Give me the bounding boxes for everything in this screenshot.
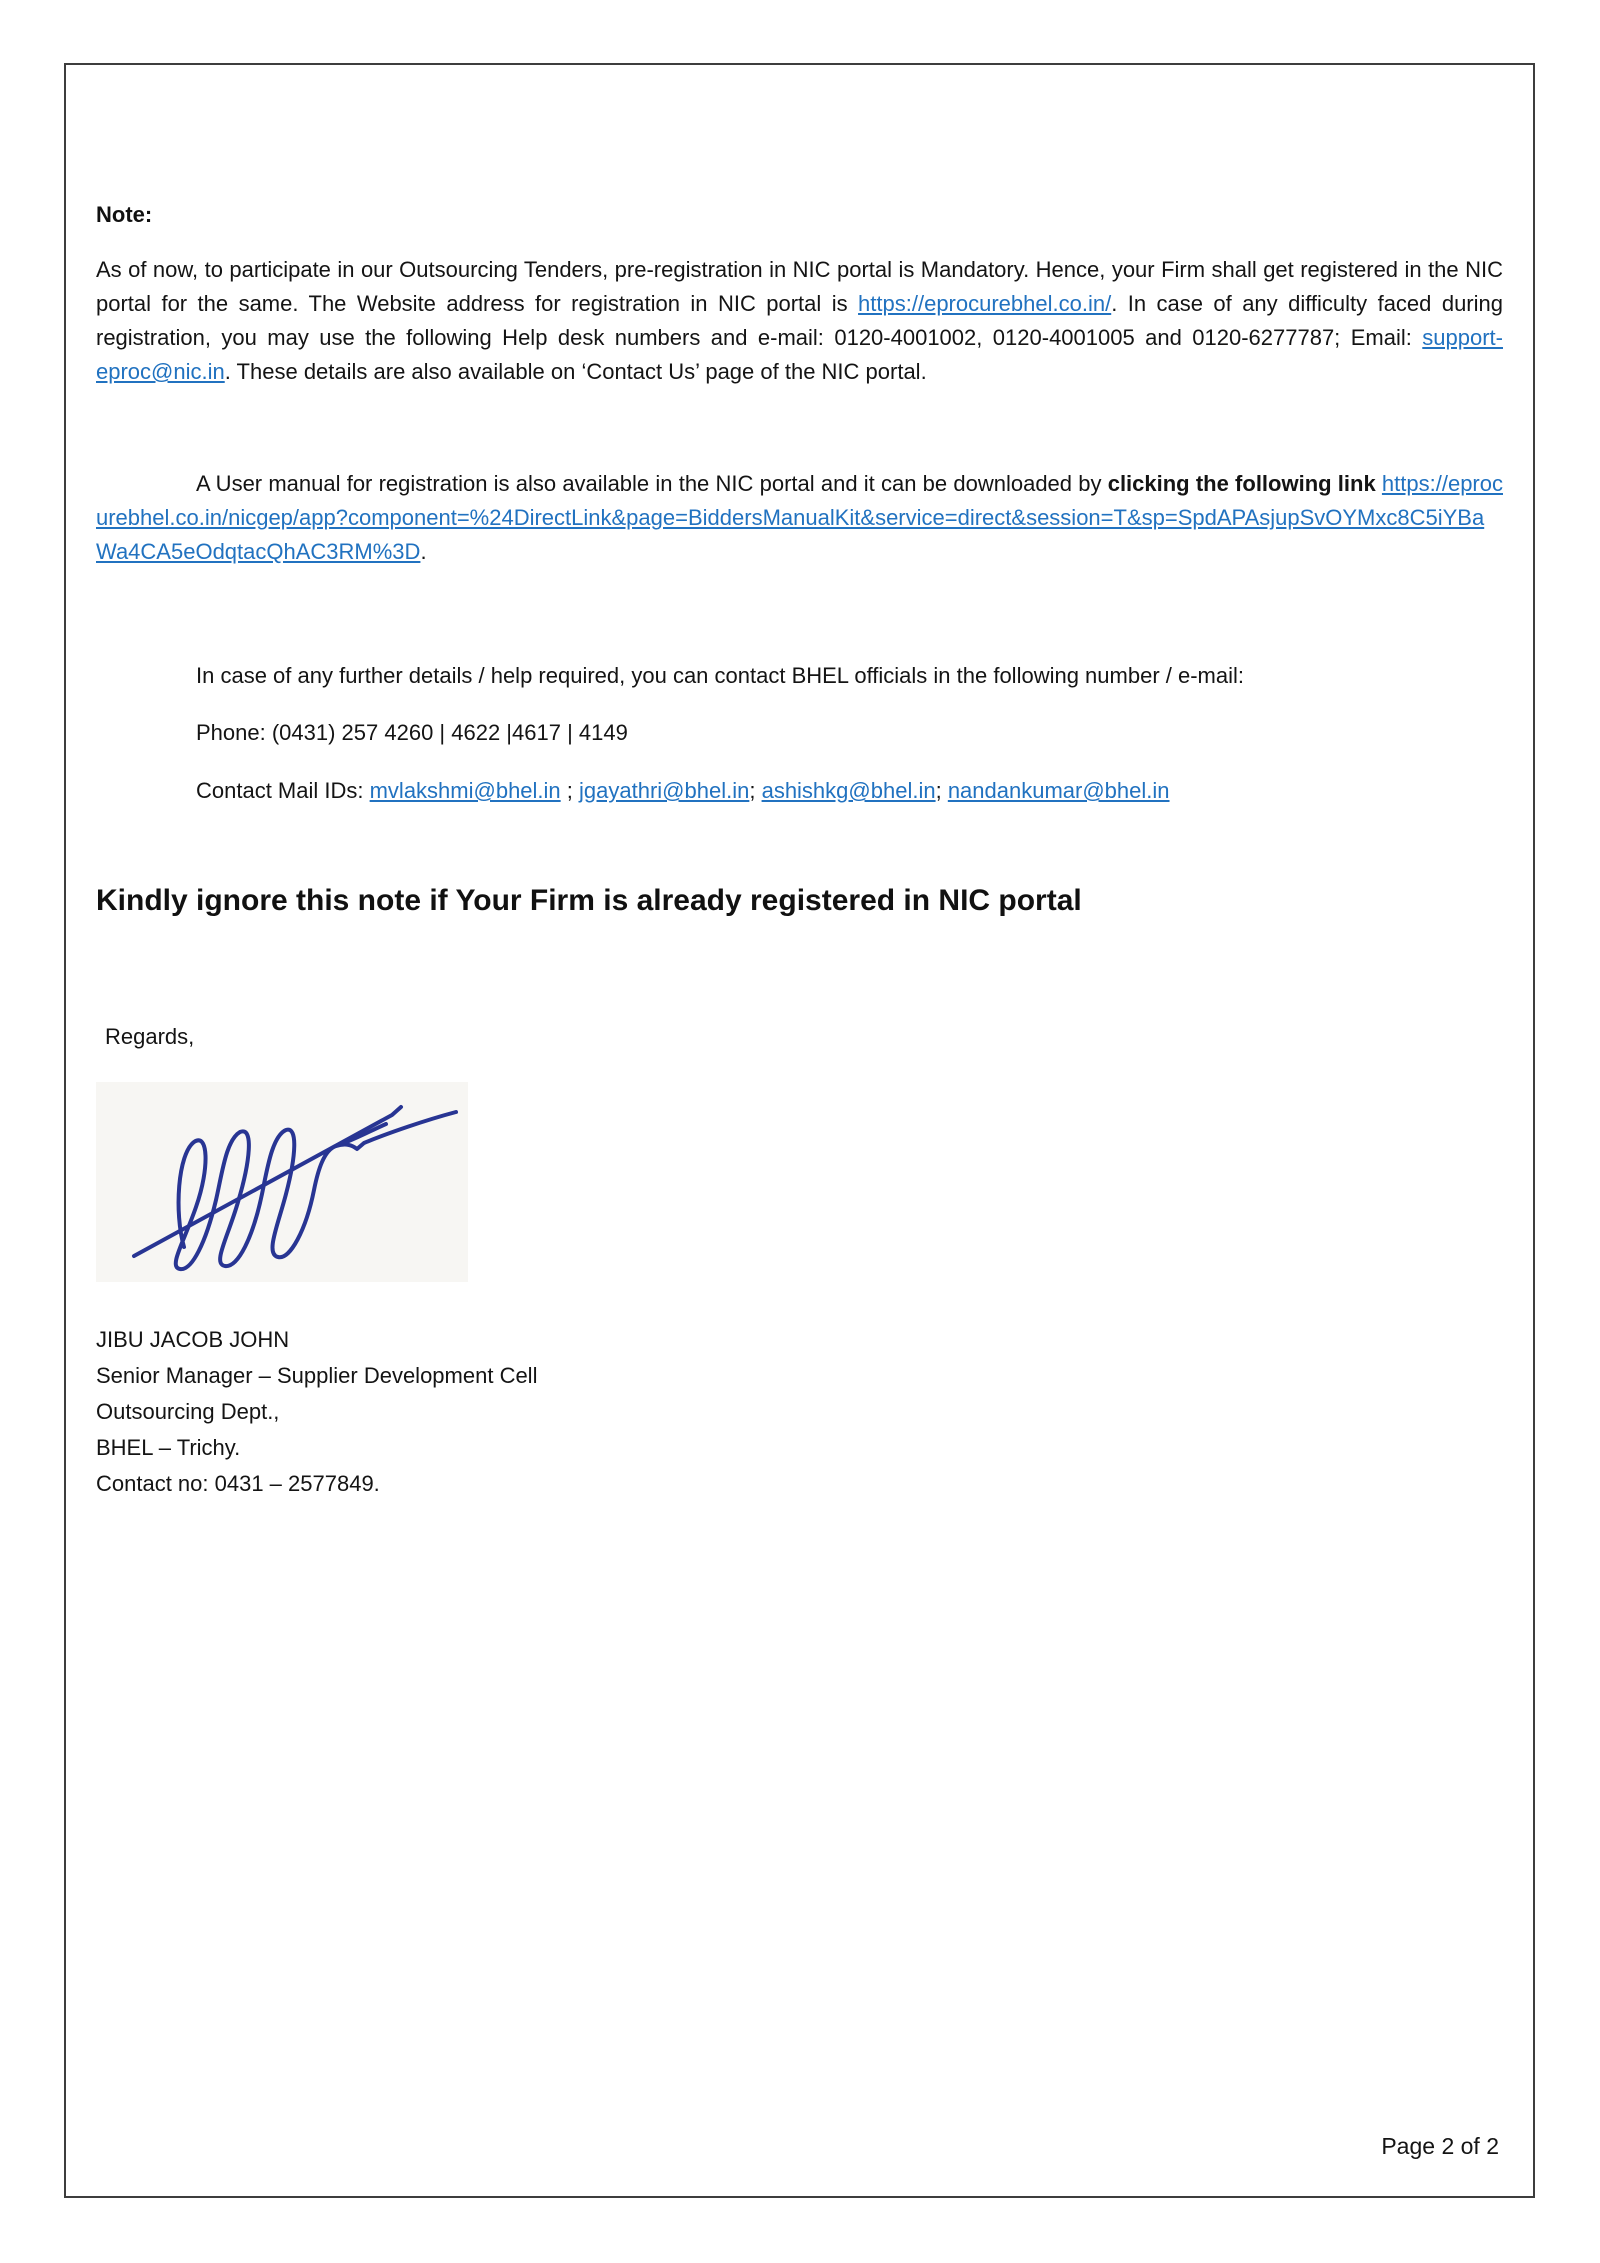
signature-svg <box>96 1082 468 1282</box>
page-number: Page 2 of 2 <box>1381 2133 1499 2159</box>
eprocure-portal-link[interactable]: https://eprocurebhel.co.in/ <box>858 291 1112 316</box>
manual-text-run-1: A User manual for registration is also available in the NIC portal and it can be downloaded by <box>196 471 1108 496</box>
contact-mail-label: Contact Mail IDs: <box>196 778 370 803</box>
kindly-ignore-heading: Kindly ignore this note if Your Firm is already registered in NIC portal <box>96 884 1082 917</box>
intro-text-run-2: . In case of any difficulty faced during registration, you may use the following Help desk numbers and e-mail: 0120-4001002, 0120-4001005 and 0120-6277787; Email: <box>96 291 1503 350</box>
email-link-jgayathri[interactable]: jgayathri@bhel.in <box>579 778 750 803</box>
further-details-paragraph: In case of any further details / help required, you can contact BHEL officials in the following number / e-mail: <box>196 663 1244 688</box>
bidders-manual-link[interactable]: https://eprocurebhel.co.in/nicgep/app?component=%24DirectLink&page=BiddersManualKit&service=direct&session=T&sp=SpdAPAsjupSvOYMxc8C5iYBaWa4CA5eOdqtacQhAC3RM%3D <box>96 471 1503 564</box>
signatory-contact: Contact no: 0431 – 2577849. <box>96 1471 380 1496</box>
email-link-ashishkg[interactable]: ashishkg@bhel.in <box>761 778 936 803</box>
page-frame <box>64 63 1535 2198</box>
regards-text: Regards, <box>105 1024 195 1049</box>
intro-text-run-1: As of now, to participate in our Outsourcing Tenders, pre-registration in NIC portal is Mandatory. Hence, your Firm shall get registered in the NIC portal for the same. The Website address for registration in NIC portal is <box>96 257 1503 316</box>
signatory-name: JIBU JACOB JOHN <box>96 1327 290 1352</box>
signatory-title: Senior Manager – Supplier Development Cell <box>96 1363 538 1388</box>
email-separator: ; <box>935 778 948 803</box>
contact-mail-line <box>196 774 1503 808</box>
intro-text-run-3: . These details are also available on ‘Contact Us’ page of the NIC portal. <box>224 359 927 384</box>
signatory-block <box>96 1322 1503 1502</box>
signatory-dept: Outsourcing Dept., <box>96 1399 280 1424</box>
signature-image <box>96 1082 468 1282</box>
email-link-mvlakshmi[interactable]: mvlakshmi@bhel.in <box>369 778 561 803</box>
note-heading: Note: <box>96 202 153 227</box>
signatory-org: BHEL – Trichy. <box>96 1435 241 1460</box>
email-separator: ; <box>560 778 580 803</box>
phone-line: Phone: (0431) 257 4260 | 4622 |4617 | 4149 <box>196 720 628 745</box>
user-manual-paragraph <box>96 467 1503 569</box>
email-link-nandankumar[interactable]: nandankumar@bhel.in <box>947 778 1170 803</box>
manual-text-run-3: . <box>420 539 427 564</box>
intro-paragraph <box>96 253 1503 389</box>
email-separator: ; <box>749 778 762 803</box>
clicking-link-emphasis: clicking the following link <box>1107 471 1376 496</box>
support-eproc-email-link[interactable]: support-eproc@nic.in <box>96 325 1503 384</box>
